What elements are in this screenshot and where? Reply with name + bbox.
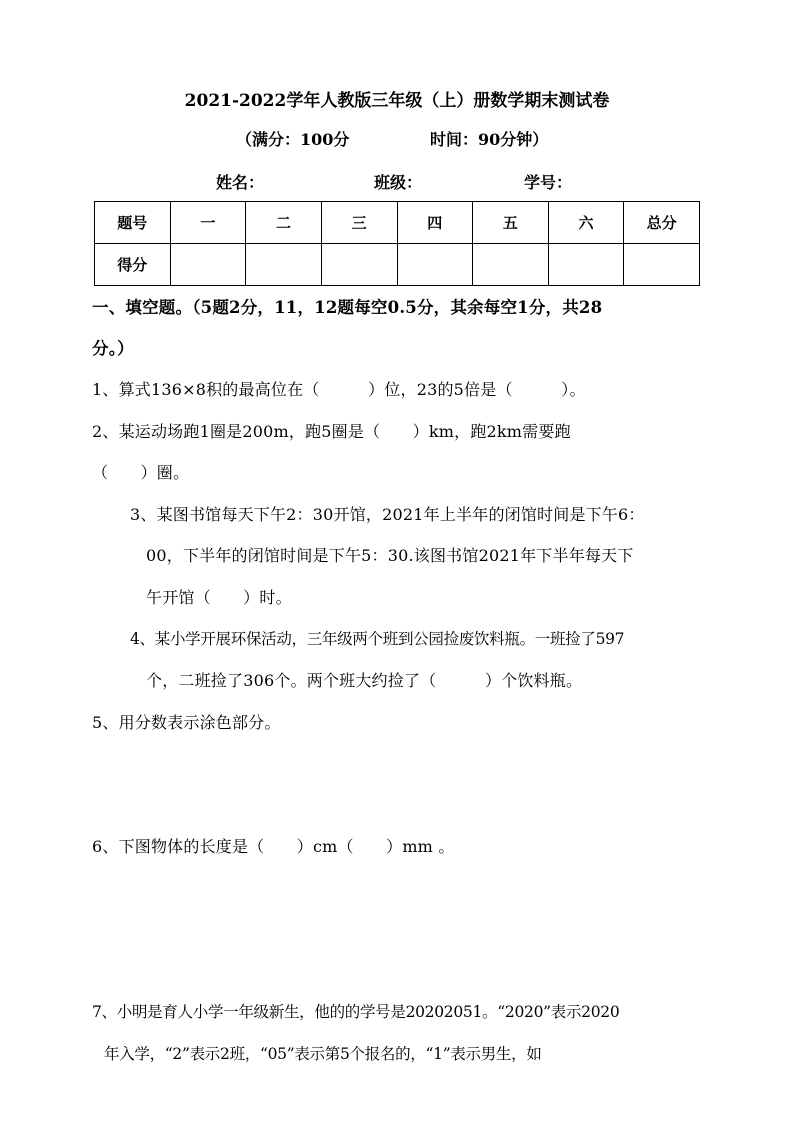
score-table-header-cell: 题号 — [95, 202, 171, 244]
section-heading: 一、填空题。（5题2分，11，12题每空0.5分，其余每空1分，共28 — [92, 298, 603, 317]
class-label: 班级： — [374, 173, 423, 192]
question-5: 5、用分数表示涂色部分。 — [92, 713, 281, 732]
score-table-header-cell: 总分 — [624, 202, 700, 244]
question-2: 2、某运动场跑1圈是200m，跑5圈是（ ）km，跑2km需要跑 — [92, 422, 571, 441]
score-cell[interactable] — [473, 244, 549, 286]
question-3-continued: 00，下半年的闭馆时间是下午5：30.该图书馆2021年下半年每天下 — [146, 546, 634, 565]
score-cell[interactable] — [397, 244, 473, 286]
score-table-header-cell: 四 — [397, 202, 473, 244]
score-table-header-row — [95, 202, 700, 244]
question-2-continued: （ ）圈。 — [92, 463, 190, 482]
page-title: 2021-2022学年人教版三年级（上）册数学期末测试卷 — [184, 91, 610, 111]
score-cell[interactable] — [321, 244, 397, 286]
student-number-label: 学号： — [524, 173, 573, 192]
question-3: 3、某图书馆每天下午2：30开馆，2021年上半年的闭馆时间是下午6： — [130, 505, 645, 524]
score-table-header-cell: 二 — [246, 202, 322, 244]
question-1: 1、算式136×8积的最高位在（ ）位，23的5倍是（ ）。 — [92, 380, 586, 399]
time-label: 时间：90分钟） — [430, 130, 549, 149]
score-table — [94, 201, 700, 286]
name-label: 姓名： — [216, 173, 265, 192]
question-7: 7、小明是育人小学一年级新生，他的的学号是20202051。“2020”表示2020 — [92, 1003, 620, 1021]
question-3-continued: 午开馆（ ）时。 — [146, 588, 292, 607]
score-table-header-cell: 六 — [548, 202, 624, 244]
full-score-label: （满分：100分 — [236, 130, 350, 149]
question-4: 4、某小学开展环保活动，三年级两个班到公园捡废饮料瓶。一班捡了597 — [130, 630, 625, 648]
score-cell[interactable] — [246, 244, 322, 286]
score-cell[interactable] — [170, 244, 246, 286]
question-6: 6、下图物体的长度是（ ）cm（ ）mm 。 — [92, 837, 455, 856]
score-table-header-cell: 三 — [321, 202, 397, 244]
score-table-header-cell: 一 — [170, 202, 246, 244]
score-cell[interactable] — [548, 244, 624, 286]
score-table-header-cell: 五 — [473, 202, 549, 244]
score-cell[interactable] — [624, 244, 700, 286]
score-table-score-row — [95, 244, 700, 286]
section-heading-continued: 分。） — [92, 339, 134, 358]
score-row-label: 得分 — [95, 244, 171, 286]
question-4-continued: 个，二班捡了306个。两个班大约捡了（ ）个饮料瓶。 — [146, 671, 583, 690]
question-7-continued: 年入学，“2”表示2班，“05”表示第5个报名的，“1”表示男生，如 — [104, 1045, 542, 1063]
